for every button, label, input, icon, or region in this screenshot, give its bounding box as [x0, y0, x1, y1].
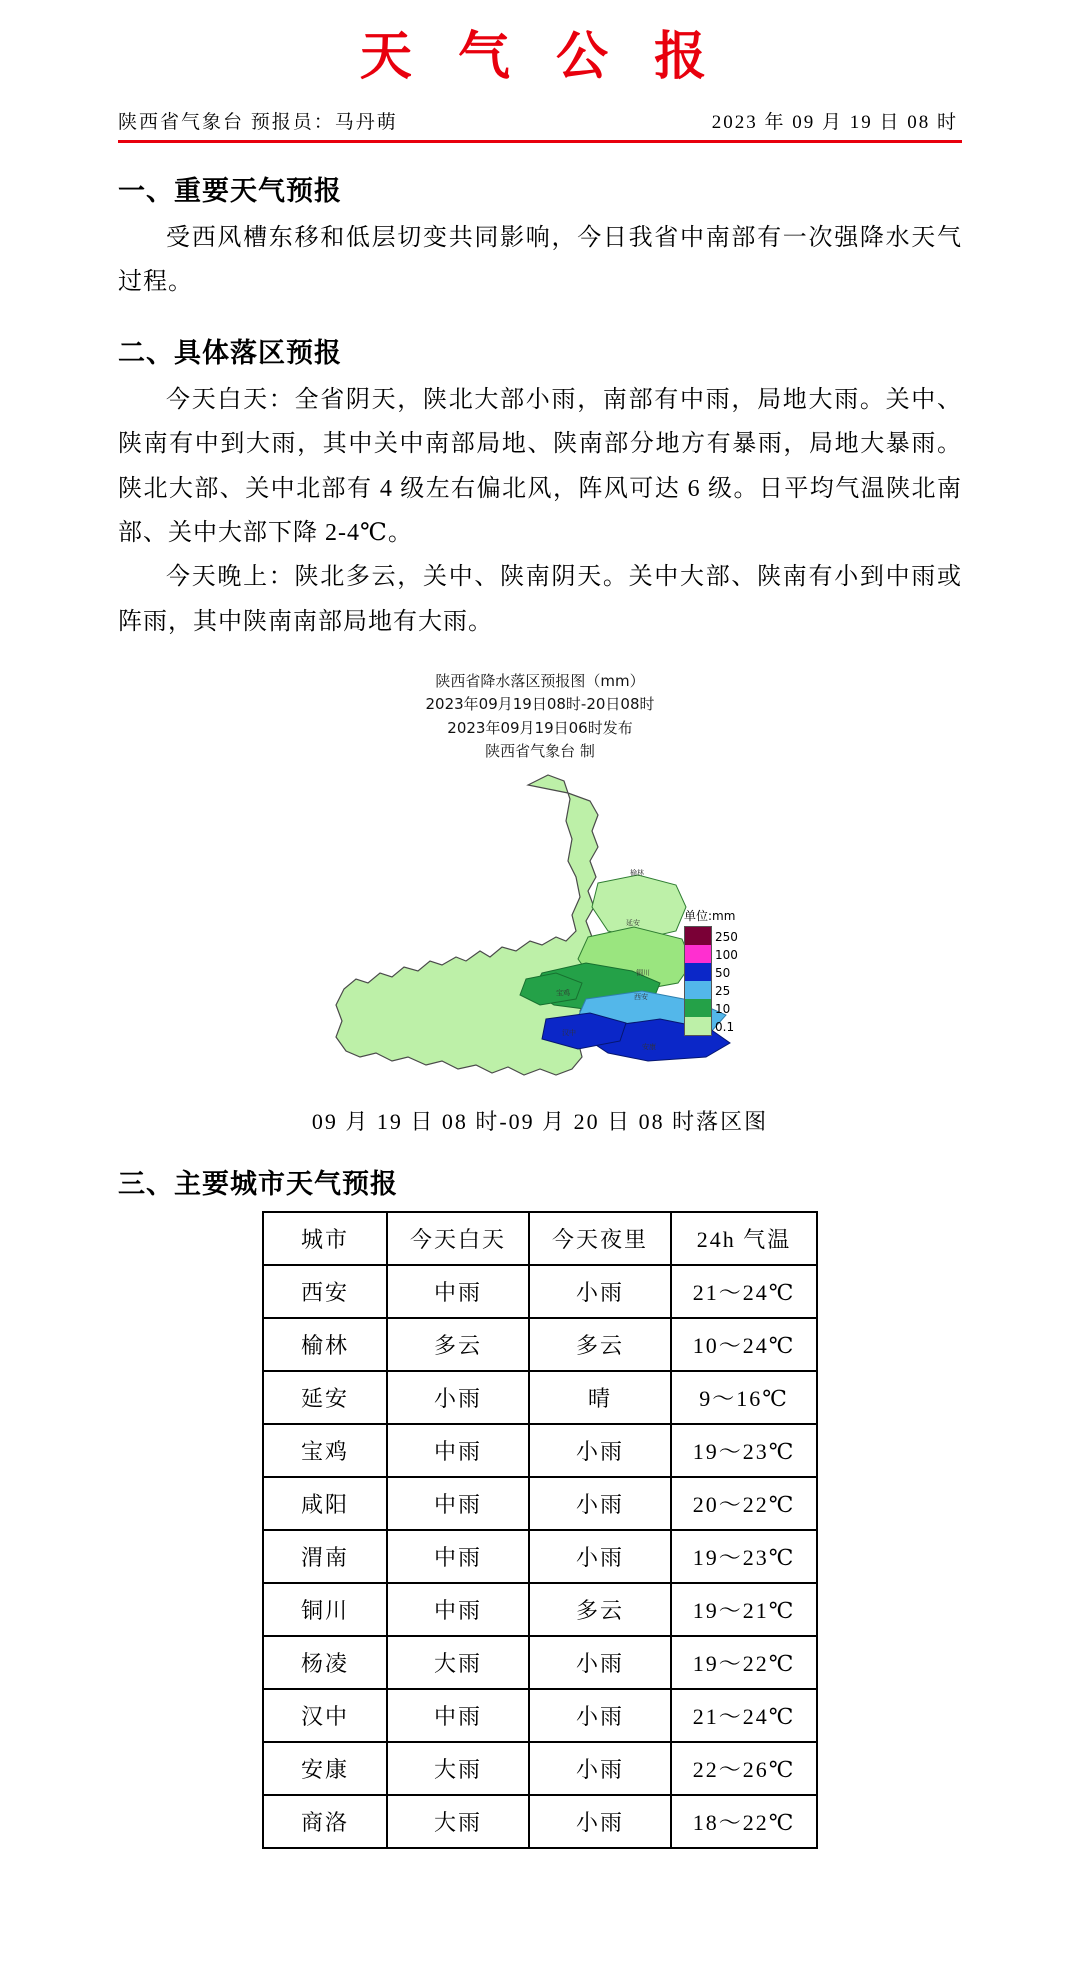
cell-day: 中雨: [387, 1265, 529, 1318]
table-row: [263, 1795, 817, 1848]
map-label-tongchuan: 铜川: [636, 969, 650, 978]
table-row: [263, 1371, 817, 1424]
cell-city: 铜川: [263, 1583, 387, 1636]
legend-swatch-25: [685, 981, 711, 999]
cell-city: 宝鸡: [263, 1424, 387, 1477]
cell-temp: 19～23℃: [671, 1530, 817, 1583]
table-row: [263, 1477, 817, 1530]
cell-city: 渭南: [263, 1530, 387, 1583]
cell-city: 咸阳: [263, 1477, 387, 1530]
city-forecast-table: [262, 1211, 818, 1849]
table-row: [263, 1636, 817, 1689]
table-row: [263, 1318, 817, 1371]
byline: [118, 107, 962, 143]
table-header-row: [263, 1212, 817, 1265]
legend-label-25: 25: [715, 984, 731, 999]
column-header-city: 城市: [263, 1212, 387, 1265]
cell-night: 小雨: [529, 1795, 671, 1848]
cell-temp: 19～22℃: [671, 1636, 817, 1689]
cell-night: 小雨: [529, 1689, 671, 1742]
cell-city: 商洛: [263, 1795, 387, 1848]
cell-city: 安康: [263, 1742, 387, 1795]
section-2-paragraph-1: 今天白天：全省阴天，陕北大部小雨，南部有中雨，局地大雨。关中、陕南有中到大雨，其中关中南部局地、陕南部分地方有暴雨，局地大暴雨。陕北大部、关中北部有 4 级左右偏北风，阵风可达 6 级。日平均气温陕北南部、关中大部下降 2-4℃。: [118, 386, 962, 546]
cell-night: 多云: [529, 1583, 671, 1636]
cell-night: 小雨: [529, 1636, 671, 1689]
cell-temp: 22～26℃: [671, 1742, 817, 1795]
cell-day: 中雨: [387, 1583, 529, 1636]
figure-caption-line-1: 陕西省降水落区预报图（mm）: [435, 672, 645, 691]
cell-temp: 21～24℃: [671, 1265, 817, 1318]
legend-label-250: 250: [715, 930, 738, 945]
table-row: [263, 1265, 817, 1318]
legend-swatch-0-1: [685, 1017, 711, 1035]
cell-temp: 10～24℃: [671, 1318, 817, 1371]
cell-temp: 19～21℃: [671, 1583, 817, 1636]
table-row: [263, 1424, 817, 1477]
cell-night: 多云: [529, 1318, 671, 1371]
table-row: [263, 1742, 817, 1795]
legend-label-10: 10: [715, 1002, 731, 1017]
legend-label-50: 50: [715, 966, 731, 981]
cell-temp: 21～24℃: [671, 1689, 817, 1742]
shaanxi-province-map: [190, 767, 890, 1097]
cell-night: 晴: [529, 1371, 671, 1424]
section-heading-3: 三、主要城市天气预报: [118, 1169, 398, 1201]
cell-city: 西安: [263, 1265, 387, 1318]
cell-day: 小雨: [387, 1371, 529, 1424]
cell-day: 中雨: [387, 1477, 529, 1530]
cell-night: 小雨: [529, 1477, 671, 1530]
cell-temp: 19～23℃: [671, 1424, 817, 1477]
cell-day: 中雨: [387, 1424, 529, 1477]
map-label-xian: 西安: [634, 993, 648, 1002]
cell-day: 大雨: [387, 1742, 529, 1795]
legend-title: 单位:mm: [684, 909, 736, 924]
map-label-yulin: 榆林: [630, 869, 644, 878]
map-label-baoji: 宝鸡: [556, 989, 570, 998]
byline-datetime: 2023 年 09 月 19 日 08 时: [711, 112, 958, 133]
section-heading-1: 一、重要天气预报: [118, 176, 342, 207]
map-area: [190, 767, 890, 1097]
map-label-ankang: 安康: [642, 1043, 656, 1052]
cell-day: 多云: [387, 1318, 529, 1371]
cell-night: 小雨: [529, 1424, 671, 1477]
cell-night: 小雨: [529, 1530, 671, 1583]
cell-city: 汉中: [263, 1689, 387, 1742]
section-1-paragraph-1: 受西风槽东移和低层切变共同影响，今日我省中南部有一次强降水天气过程。: [118, 225, 962, 296]
map-legend: [684, 907, 738, 1036]
column-header-day: 今天白天: [387, 1212, 529, 1265]
cell-city: 延安: [263, 1371, 387, 1424]
map-label-hanzhong: 汉中: [562, 1029, 576, 1038]
precipitation-map-figure: [190, 670, 890, 1136]
legend-swatch-10: [685, 999, 711, 1017]
legend-labels: [715, 926, 738, 1036]
cell-day: 大雨: [387, 1795, 529, 1848]
legend-color-bar: [684, 926, 712, 1036]
figure-caption-line-4: 陕西省气象台 制: [485, 741, 595, 760]
section-2-paragraph-2: 今天晚上：陕北多云，关中、陕南阴天。关中大部、陕南有小到中雨或阵雨，其中陕南南部局地有大雨。: [118, 564, 962, 635]
cell-night: 小雨: [529, 1265, 671, 1318]
table-row: [263, 1583, 817, 1636]
table-row: [263, 1689, 817, 1742]
cell-night: 小雨: [529, 1742, 671, 1795]
table-row: [263, 1530, 817, 1583]
legend-label-0-1: 0.1: [715, 1020, 735, 1035]
legend-swatch-50: [685, 963, 711, 981]
page-title: 天 气 公 报: [359, 26, 721, 87]
column-header-night: 今天夜里: [529, 1212, 671, 1265]
figure-caption-line-2: 2023年09月19日08时-20日08时: [425, 695, 655, 714]
map-label-yanan: 延安: [626, 919, 640, 928]
figure-caption-line-3: 2023年09月19日06时发布: [447, 718, 633, 737]
figure-caption-top: [190, 670, 890, 763]
legend-label-100: 100: [715, 948, 738, 963]
legend-swatch-250: [685, 927, 711, 945]
cell-day: 大雨: [387, 1636, 529, 1689]
cell-temp: 20～22℃: [671, 1477, 817, 1530]
byline-issuer: 陕西省气象台 预报员：马丹萌: [118, 112, 398, 133]
cell-city: 榆林: [263, 1318, 387, 1371]
cell-city: 杨凌: [263, 1636, 387, 1689]
cell-temp: 9～16℃: [671, 1371, 817, 1424]
cell-temp: 18～22℃: [671, 1795, 817, 1848]
legend-swatch-100: [685, 945, 711, 963]
cell-day: 中雨: [387, 1530, 529, 1583]
column-header-temp: 24h 气温: [671, 1212, 817, 1265]
figure-caption-bottom: 09 月 19 日 08 时-09 月 20 日 08 时落区图: [311, 1109, 769, 1135]
section-heading-2: 二、具体落区预报: [118, 337, 342, 369]
cell-day: 中雨: [387, 1689, 529, 1742]
